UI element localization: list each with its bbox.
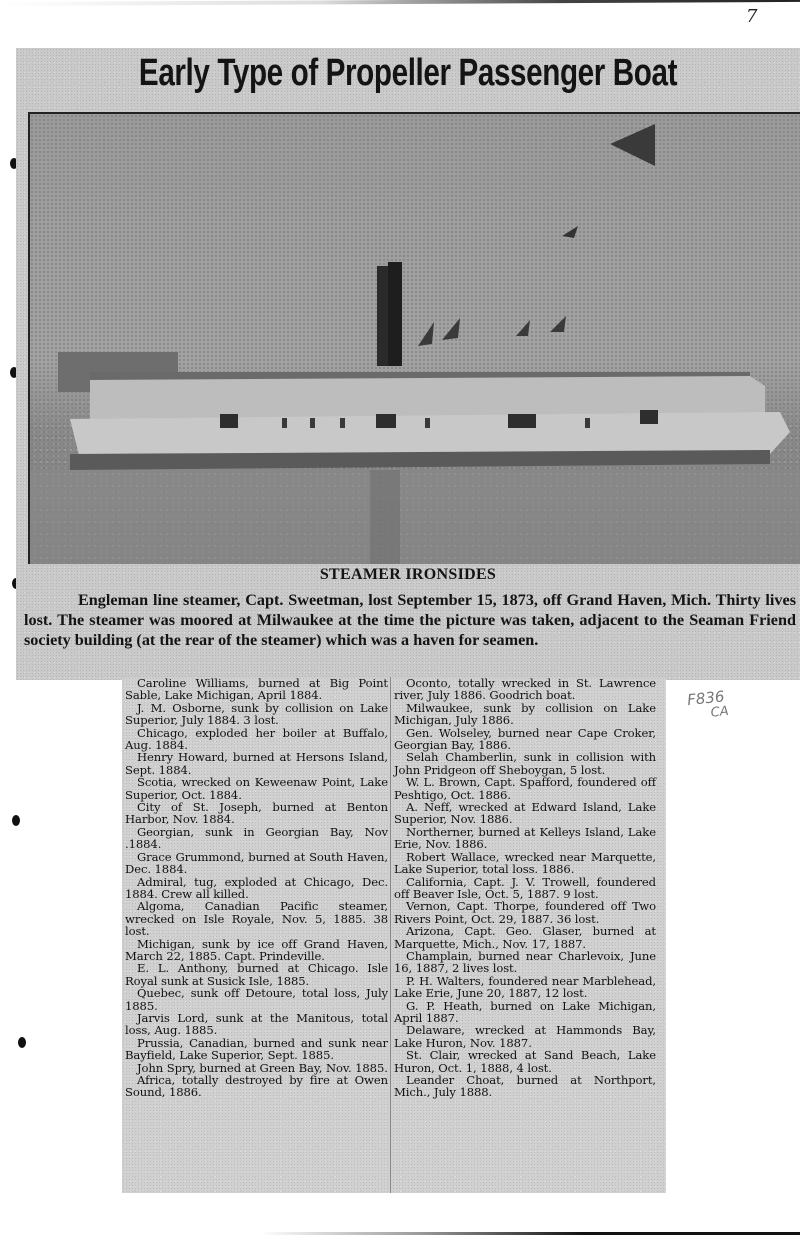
binding-hole-icon	[12, 815, 20, 826]
list-item: Caroline Williams, burned at Big Point Sable, Lake Michigan, April 1884.	[125, 676, 388, 703]
photo-caption-title: STEAMER IRONSIDES	[319, 566, 497, 583]
list-item: Algoma, Canadian Pacific steamer, wrecked on Isle Royale, Nov. 5, 1885. 38 lost.	[125, 899, 388, 939]
list-column-right	[390, 677, 658, 1193]
binding-hole-icon	[18, 1037, 26, 1048]
list-item: Gen. Wolseley, burned near Cape Croker, Georgian Bay, 1886.	[394, 725, 656, 753]
photo-caption-body: Engleman line steamer, Capt. Sweetman, lost September 15, 1873, off Grand Haven, Mich. Thirty lives lost. The steamer was moored at Milwaukee at the time the picture was taken, adjacent to the Seaman Friend society building (at the rear of the steamer) which was a haven for seamen.	[24, 591, 796, 649]
list-item: City of St. Joseph, burned at Benton Harbor, Nov. 1884.	[125, 800, 388, 827]
list-item: W. L. Brown, Capt. Spafford, foundered off Peshtigo, Oct. 1886.	[394, 775, 656, 802]
list-item: Leander Choat, burned at Northport, Mich., July 1888.	[394, 1073, 656, 1100]
list-item: Delaware, wrecked at Hammonds Bay, Lake Huron, Nov. 1887.	[394, 1023, 656, 1050]
article-clipping	[16, 48, 800, 680]
shipwreck-list	[122, 677, 666, 1193]
list-item: Jarvis Lord, sunk at the Manitous, total loss, Aug. 1885.	[125, 1010, 388, 1038]
list-item: Vernon, Capt. Thorpe, foundered off Two Rivers Point, Oct. 29, 1887. 36 lost.	[394, 899, 656, 926]
list-item: Northerner, burned at Kelleys Island, Lake Erie, Nov. 1886.	[394, 824, 656, 852]
handwritten-note-line1: F836	[686, 687, 726, 710]
list-item: Michigan, sunk by ice off Grand Haven, March 22, 1885. Capt. Prindeville.	[125, 936, 388, 963]
ship-illustration-icon	[30, 114, 800, 564]
list-item: Scotia, wrecked on Keweenaw Point, Lake Superior, Oct. 1884.	[125, 775, 388, 802]
list-item: Arizona, Capt. Geo. Glaser, burned at Marquette, Mich., Nov. 17, 1887.	[394, 924, 656, 951]
list-item: J. M. Osborne, sunk by collision on Lake Superior, July 1884. 3 lost.	[125, 700, 388, 728]
list-item: Prussia, Canadian, burned and sunk near Bayfield, Lake Superior, Sept. 1885.	[125, 1035, 388, 1063]
list-item: A. Neff, wrecked at Edward Island, Lake Superior, Nov. 1886.	[394, 800, 656, 827]
list-column-left	[122, 677, 390, 1193]
handwritten-note-line2: CA	[709, 703, 730, 721]
steamer-photo	[28, 112, 800, 564]
list-item: Oconto, totally wrecked in St. Lawrence river, July 1886. Goodrich boat.	[394, 676, 656, 703]
list-item: Milwaukee, sunk by collision on Lake Michigan, July 1886.	[394, 700, 656, 728]
scan-top-edge	[0, 0, 800, 6]
page-number-mark: 7	[746, 6, 758, 27]
list-item: St. Clair, wrecked at Sand Beach, Lake Huron, Oct. 1, 1888, 4 lost.	[394, 1048, 656, 1075]
list-item: Champlain, burned near Charlevoix, June 16, 1887, 2 lives lost.	[394, 948, 656, 976]
list-item: Robert Wallace, wrecked near Marquette, Lake Superior, total loss. 1886.	[394, 849, 656, 877]
list-item: G. P. Heath, burned on Lake Michigan, April 1887.	[394, 998, 656, 1025]
list-item: Quebec, sunk off Detoure, total loss, July 1885.	[125, 986, 388, 1013]
list-item: Admiral, tug, exploded at Chicago, Dec. 1884. Crew all killed.	[125, 874, 388, 901]
list-item: P. H. Walters, foundered near Marblehead, Lake Erie, June 20, 1887, 12 lost.	[394, 973, 656, 1001]
headline: Early Type of Propeller Passenger Boat	[138, 52, 678, 94]
list-item: Grace Grummond, burned at South Haven, Dec. 1884.	[125, 849, 388, 877]
list-item: E. L. Anthony, burned at Chicago. Isle Royal sunk at Susick Isle, 1885.	[125, 961, 388, 988]
handwritten-catalog-note	[686, 688, 729, 724]
list-item: Henry Howard, burned at Hersons Island, Sept. 1884.	[125, 750, 388, 777]
list-item: Georgian, sunk in Georgian Bay, Nov .1884.	[125, 824, 388, 852]
list-item: Selah Chamberlin, sunk in collision with John Pridgeon off Sheboygan, 5 lost.	[394, 750, 656, 777]
list-item: California, Capt. J. V. Trowell, foundered off Beaver Isle, Oct. 5, 1887. 9 lost.	[394, 874, 656, 901]
list-item: Africa, totally destroyed by fire at Owen Sound, 1886.	[125, 1073, 388, 1100]
scan-bottom-edge	[260, 1232, 800, 1235]
list-item: John Spry, burned at Green Bay, Nov. 1885.	[137, 1060, 388, 1075]
list-item: Chicago, exploded her boiler at Buffalo, Aug. 1884.	[125, 725, 388, 753]
